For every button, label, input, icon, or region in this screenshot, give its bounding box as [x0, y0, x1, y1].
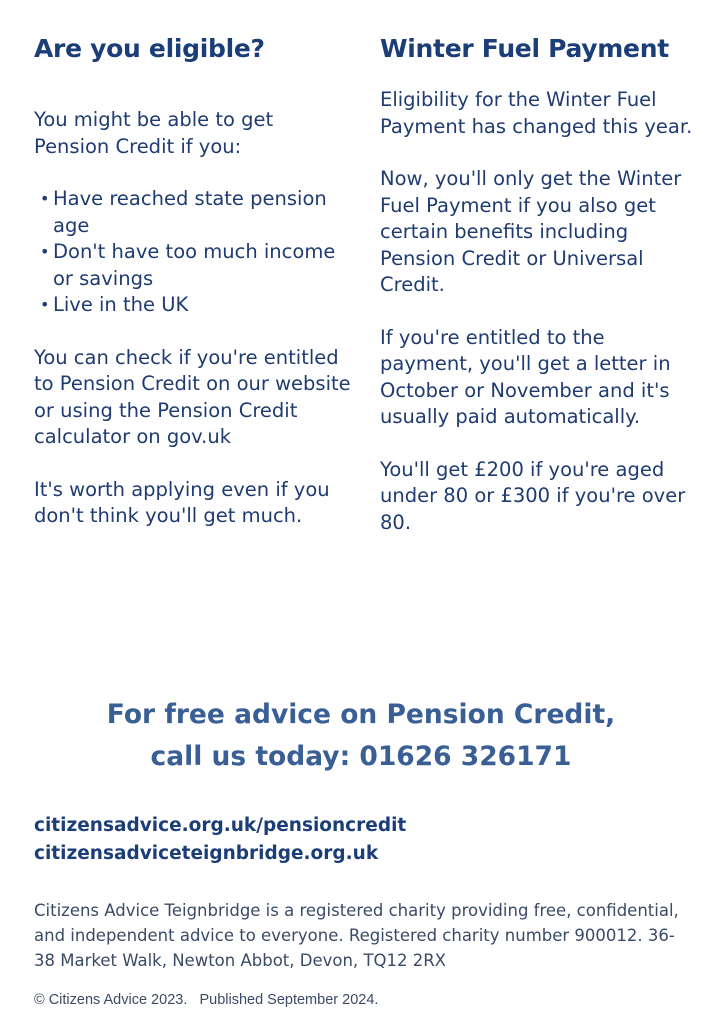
winter-fuel-heading: Winter Fuel Payment: [380, 34, 669, 63]
eligibility-section: [34, 30, 352, 530]
website-links: [34, 812, 406, 868]
winter-fuel-paragraph-2: Now, you'll only get the Winter Fuel Payment if you also get certain benefits including Pension Credit or Universal Credit.: [380, 167, 682, 296]
copyright-text: © Citizens Advice 2023.: [34, 992, 188, 1008]
eligibility-intro: You might be able to get Pension Credit if you:: [34, 108, 274, 158]
teignbridge-link[interactable]: citizensadviceteignbridge.org.uk: [34, 843, 379, 864]
bullet-icon: •: [40, 295, 50, 314]
check-eligibility-paragraph: You can check if you're entitled to Pension Credit on our website or using the Pension Credit calculator on gov.uk: [34, 345, 351, 448]
worth-applying-paragraph: It's worth applying even if you don't think you'll get much.: [34, 477, 330, 527]
winter-fuel-paragraph-3: If you're entitled to the payment, you'll get a letter in October or November and it's usually paid automatically.: [380, 325, 671, 428]
winter-fuel-paragraph-4: You'll get £200 if you're aged under 80 or £300 if you're over 80.: [380, 457, 686, 534]
bullet-icon: •: [40, 189, 50, 208]
footer: [34, 990, 378, 1010]
eligibility-heading: Are you eligible?: [34, 34, 265, 63]
pension-credit-link[interactable]: citizensadvice.org.uk/pensioncredit: [34, 815, 407, 836]
list-item: • Live in the UK: [34, 292, 352, 319]
cta-line-1: For free advice on Pension Credit,: [106, 699, 616, 730]
list-item: • Have reached state pension age: [40, 187, 327, 237]
call-to-action: [0, 694, 722, 778]
eligibility-list: [34, 186, 352, 319]
cta-phone-line[interactable]: call us today: 01626 326171: [150, 741, 572, 772]
charity-statement: Citizens Advice Teignbridge is a registered charity providing free, confidential, and independent advice to everyone. Registered charity number 900012. 36-38 Market Walk, Newton Abbot, Devon, TQ12 2RX: [34, 901, 679, 970]
published-text: Published September 2024.: [199, 992, 379, 1008]
bullet-icon: •: [40, 242, 50, 261]
winter-fuel-section: [380, 30, 700, 536]
list-item: • Don't have too much income or savings: [40, 240, 336, 290]
winter-fuel-paragraph-1: Eligibility for the Winter Fuel Payment has changed this year.: [380, 88, 693, 138]
